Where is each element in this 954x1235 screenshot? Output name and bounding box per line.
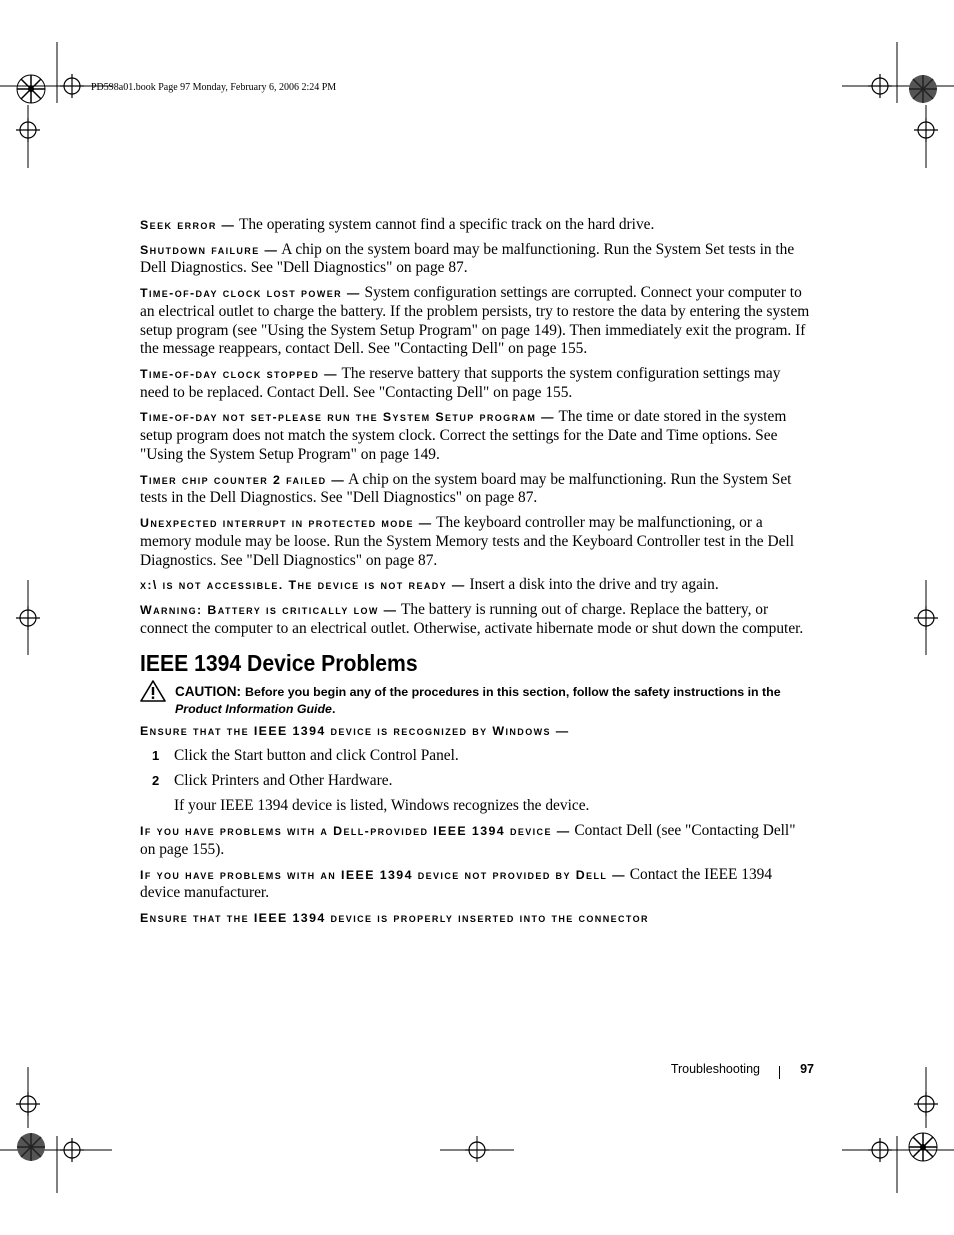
error-entry-seek (140, 216, 812, 235)
error-description: The operating system cannot find a specific track on the hard drive. (238, 216, 655, 233)
error-description: The reserve battery that supports the system configuration settings may need to be replaced. Contact Dell. See "Contacting Dell" on page 155. (140, 364, 781, 401)
error-term: Shutdown failure — (140, 242, 279, 257)
error-description: A chip on the system board may be malfunctioning. Run the System Set tests in the Dell Diagnostics. See "Dell Diagnostics" on page 87. (140, 470, 792, 507)
error-term: Unexpected interrupt in protected mode — (140, 515, 433, 530)
check-term: If you have problems with a Dell-provided IEEE 1394 device — (140, 824, 571, 839)
check-recognized (140, 722, 812, 741)
ui-label-control-panel: Control Panel (369, 746, 455, 764)
page-content (140, 216, 812, 934)
step-1 (140, 747, 812, 766)
error-term: Time-of-day clock lost power — (140, 285, 361, 300)
error-entry-shutdown (140, 241, 812, 279)
footer-section-name: Troubleshooting (670, 1062, 760, 1076)
check-inserted (140, 909, 812, 928)
error-entry-not-accessible (140, 576, 812, 595)
caution-text: Before you begin any of the procedures in this section, follow the safety instructions in the (245, 685, 781, 700)
step-text: Click (174, 771, 208, 789)
error-entry-timer-chip (140, 471, 812, 509)
check-description: Contact the IEEE 1394 device manufacturer. (140, 865, 773, 902)
check-term: Ensure that the IEEE 1394 device is recognized by Windows — (140, 724, 570, 739)
error-description: System configuration settings are corrupted. Connect your computer to an electrical outlet to charge the battery. If the problem persists, try to restore the data by entering the system setup program (see "Using the System Setup Program" on page 149). Then immediately exit the program. If the message reappears, contact Dell. See "Contacting Dell" on page 155. (140, 283, 810, 358)
error-term: Time-of-day clock stopped — (140, 366, 338, 381)
step-number: 1 (152, 747, 160, 763)
error-description: A chip on the system board may be malfunctioning. Run the System Set tests in the Dell Diagnostics. See "Dell Diagnostics" on page 87. (140, 240, 795, 277)
check-term: If you have problems with an IEEE 1394 device not provided by Dell — (140, 867, 626, 882)
caution-note (140, 683, 812, 718)
footer-separator (779, 1066, 780, 1079)
warning-triangle-icon (140, 680, 166, 702)
check-not-dell (140, 866, 812, 904)
step-number: 2 (152, 772, 160, 788)
step-text: Click the (174, 746, 230, 764)
step-2 (140, 772, 812, 791)
page-footer (640, 1062, 814, 1080)
error-entry-time-not-set (140, 408, 812, 464)
ui-label-printers-hardware: Printers and Other Hardware (211, 771, 389, 789)
error-entry-clock-lost-power (140, 284, 812, 359)
step-text: button and click (266, 746, 366, 764)
error-term: Warning: Battery is critically low — (140, 602, 398, 617)
print-header: PD598a01.book Page 97 Monday, February 6, 2006 2:24 PM (91, 82, 337, 93)
step-text: . (454, 746, 459, 764)
check-dell-provided (140, 822, 812, 860)
step-text: . (388, 771, 393, 789)
error-term: Seek error — (140, 218, 236, 232)
error-term: Timer chip counter 2 failed — (140, 472, 346, 487)
error-description-cont: and (640, 427, 663, 445)
ui-label-date: Date (607, 427, 637, 445)
error-description: The time or date stored in the system setup program does not match the system clock. Correct the settings for the (140, 408, 787, 445)
check-description: Contact Dell (see "Contacting Dell" on page 155). (140, 822, 796, 859)
error-description: The keyboard controller may be malfunctioning, or a memory module may be loose. Run the System Memory tests and the Keyboard Controller test in the Dell Diagnostics. See "Dell Diagnostics" on page 87. (140, 513, 794, 569)
error-description: The battery is running out of charge. Replace the battery, or connect the computer to an electrical outlet. Otherwise, activate hibernate mode or shut down the computer. (140, 600, 804, 637)
caution-end: . (331, 702, 336, 717)
error-entry-battery-low (140, 601, 812, 639)
section-heading: IEEE 1394 Device Problems (140, 650, 418, 677)
error-term: Time-of-day not set-please run the System Setup program — (140, 410, 555, 425)
ui-label-time: Time (666, 427, 699, 445)
error-term: x:\ is not accessible. The device is not ready — (140, 578, 466, 593)
check-term: Ensure that the IEEE 1394 device is properly inserted into the connector (140, 911, 649, 926)
step-note: If your IEEE 1394 device is listed, Windows recognizes the device. (174, 796, 590, 814)
error-entry-unexpected-interrupt (140, 514, 812, 570)
error-description-cont: options. See "Using the System Setup Program" on page 149. (140, 427, 778, 463)
page-number: 97 (800, 1062, 814, 1076)
caution-label: CAUTION: (175, 684, 241, 700)
error-entry-clock-stopped (140, 365, 812, 403)
caution-doc-title: Product Information Guide (175, 702, 332, 717)
ui-label-start: Start (233, 746, 263, 764)
error-description: Insert a disk into the drive and try again. (469, 576, 719, 594)
